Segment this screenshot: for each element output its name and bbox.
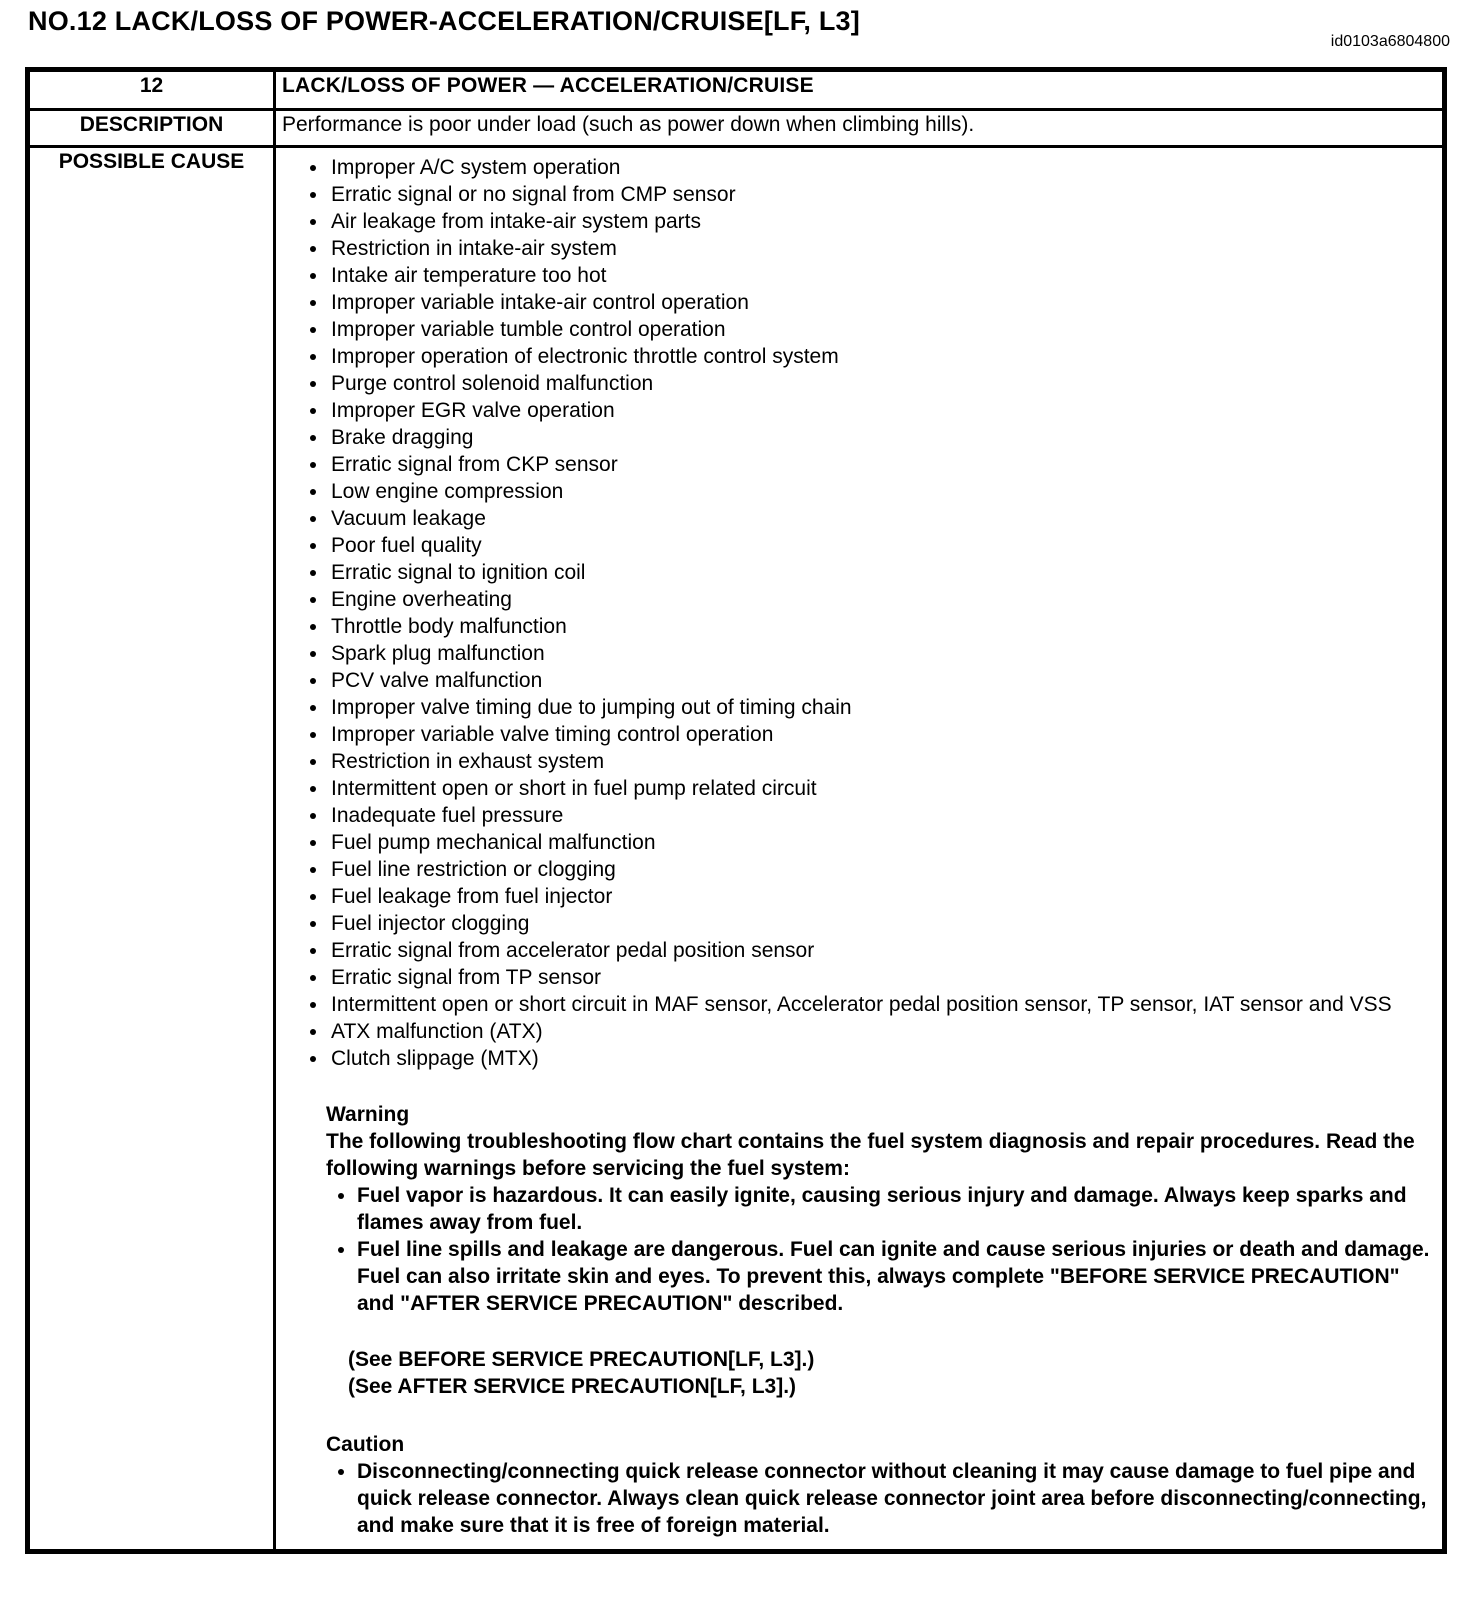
list-item: • Restriction in intake-air system <box>329 235 1430 262</box>
list-item: • PCV valve malfunction <box>329 667 1430 694</box>
list-item: • Clutch slippage (MTX) <box>329 1045 1430 1072</box>
list-item: • Poor fuel quality <box>329 532 1430 559</box>
see-references <box>348 1346 1430 1400</box>
warning-section <box>326 1101 1430 1317</box>
list-item: • Erratic signal from TP sensor <box>329 964 1430 991</box>
list-item: • Disconnecting/connecting quick release connector without cleaning it may cause damage to fuel pipe and quick release connector. Always clean quick release connector joint area before disconnecting/connecting, and make sure that it is free of foreign material. <box>357 1458 1430 1539</box>
list-item: • Inadequate fuel pressure <box>329 802 1430 829</box>
possible-cause-label-cell: POSSIBLE CAUSE <box>28 147 275 1552</box>
list-item: • Fuel vapor is hazardous. It can easily ignite, causing serious injury and damage. Always keep sparks and flames away from fuel. <box>357 1182 1430 1236</box>
list-item: • Spark plug malfunction <box>329 640 1430 667</box>
list-item: • Engine overheating <box>329 586 1430 613</box>
warning-list <box>326 1182 1430 1317</box>
list-item: • Low engine compression <box>329 478 1430 505</box>
list-item: • Fuel line spills and leakage are dangerous. Fuel can ignite and cause serious injuries or death and damage. Fuel can also irritate skin and eyes. To prevent this, always complete "BEFORE SERVICE PRECAUTION" and "AFTER SERVICE PRECAUTION" described. <box>357 1236 1430 1317</box>
warning-heading: Warning <box>326 1103 410 1126</box>
see-reference-after: (See AFTER SERVICE PRECAUTION[LF, L3].) <box>348 1375 797 1398</box>
list-item: • Fuel line restriction or clogging <box>329 856 1430 883</box>
cause-list <box>282 154 1430 1072</box>
list-item: • Improper variable tumble control operation <box>329 316 1430 343</box>
caution-list <box>326 1458 1430 1539</box>
list-item: • Air leakage from intake-air system parts <box>329 208 1430 235</box>
see-reference-before: (See BEFORE SERVICE PRECAUTION[LF, L3].) <box>348 1348 815 1371</box>
list-item: • Restriction in exhaust system <box>329 748 1430 775</box>
list-item: • Brake dragging <box>329 424 1430 451</box>
list-item: • ATX malfunction (ATX) <box>329 1018 1430 1045</box>
list-item: • Improper A/C system operation <box>329 154 1430 181</box>
list-item: • Intake air temperature too hot <box>329 262 1430 289</box>
warning-intro: The following troubleshooting flow chart contains the fuel system diagnosis and repair procedures. Read the following warnings before servicing the fuel system: <box>326 1130 1415 1180</box>
list-item: • Improper operation of electronic throttle control system <box>329 343 1430 370</box>
description-value-cell: Performance is poor under load (such as power down when climbing hills). <box>275 110 1445 147</box>
list-item: • Fuel injector clogging <box>329 910 1430 937</box>
caution-section <box>326 1431 1430 1539</box>
list-item: • Erratic signal to ignition coil <box>329 559 1430 586</box>
list-item: • Erratic signal or no signal from CMP sensor <box>329 181 1430 208</box>
list-item: • Vacuum leakage <box>329 505 1430 532</box>
possible-cause-value-cell <box>275 147 1445 1552</box>
description-label-cell: DESCRIPTION <box>28 110 275 147</box>
troubleshooting-table <box>25 67 1447 1554</box>
item-number-cell: 12 <box>28 70 275 110</box>
list-item: • Improper EGR valve operation <box>329 397 1430 424</box>
list-item: • Improper valve timing due to jumping out of timing chain <box>329 694 1430 721</box>
table-row-description <box>28 110 1445 147</box>
item-title-cell: LACK/LOSS OF POWER — ACCELERATION/CRUISE <box>275 70 1445 110</box>
list-item: • Erratic signal from CKP sensor <box>329 451 1430 478</box>
list-item: • Improper variable valve timing control operation <box>329 721 1430 748</box>
list-item: • Fuel leakage from fuel injector <box>329 883 1430 910</box>
list-item: • Purge control solenoid malfunction <box>329 370 1430 397</box>
list-item: • Improper variable intake-air control operation <box>329 289 1430 316</box>
list-item: • Intermittent open or short circuit in MAF sensor, Accelerator pedal position sensor, TP sensor, IAT sensor and VSS <box>329 991 1430 1018</box>
list-item: • Throttle body malfunction <box>329 613 1430 640</box>
caution-heading: Caution <box>326 1433 405 1456</box>
document-id: id0103a6804800 <box>1330 33 1450 50</box>
page-title: NO.12 LACK/LOSS OF POWER-ACCELERATION/CRUISE[LF, L3] <box>28 6 860 36</box>
table-row-possible-cause <box>28 147 1445 1552</box>
table-row-header <box>28 70 1445 110</box>
list-item: • Fuel pump mechanical malfunction <box>329 829 1430 856</box>
list-item: • Erratic signal from accelerator pedal position sensor <box>329 937 1430 964</box>
list-item: • Intermittent open or short in fuel pump related circuit <box>329 775 1430 802</box>
